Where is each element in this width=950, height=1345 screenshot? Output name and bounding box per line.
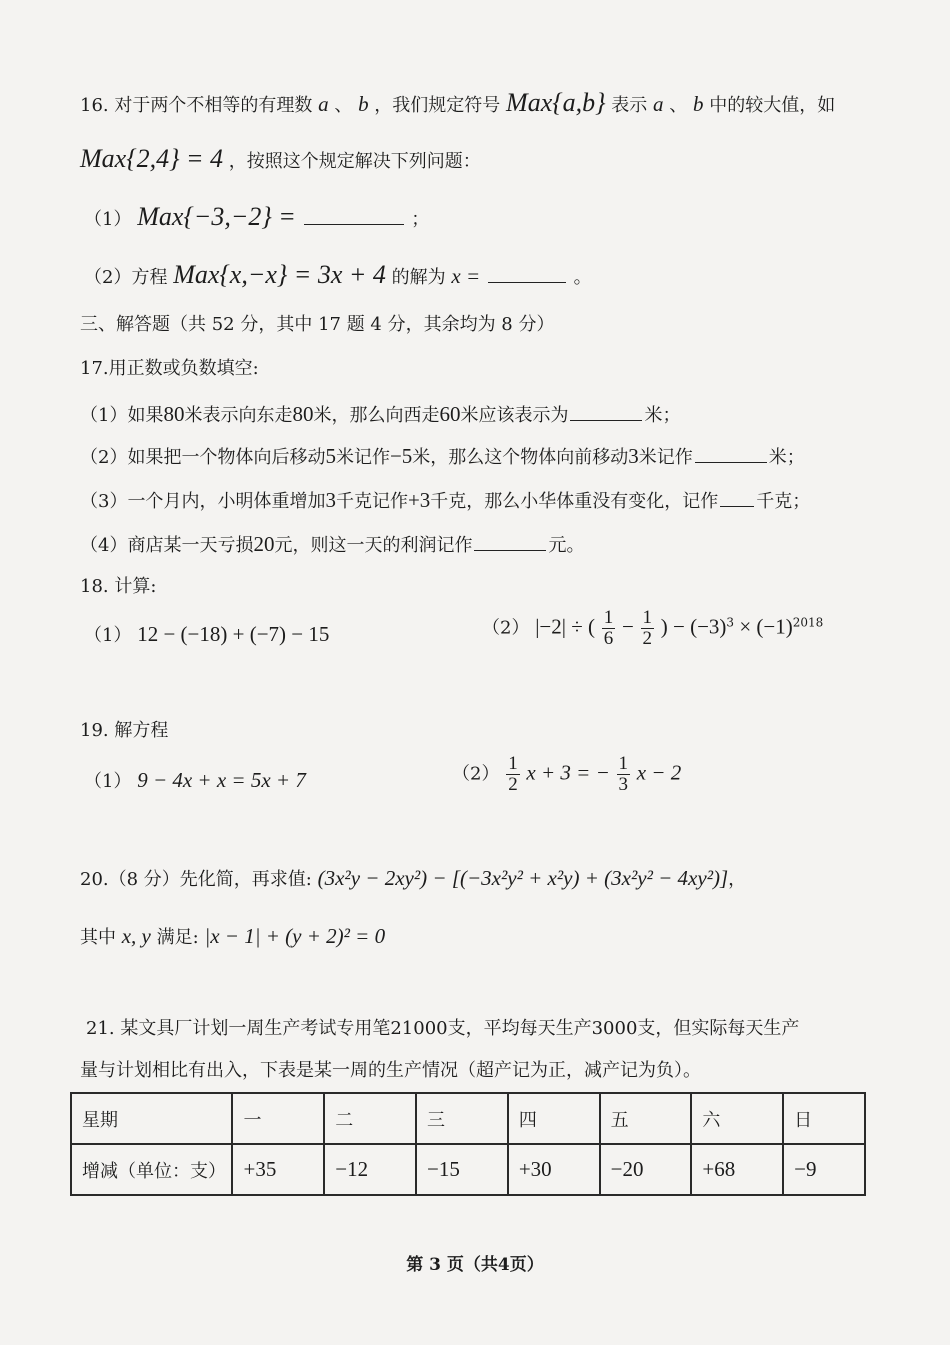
q16-text: 中的较大值，如 xyxy=(709,95,836,116)
table-header-cell: 星期 xyxy=(71,1093,232,1144)
table-header-cell: 四 xyxy=(508,1093,600,1144)
q17-text: 元。 xyxy=(548,535,585,556)
table-cell: −9 xyxy=(783,1144,865,1195)
denominator: 2 xyxy=(508,773,518,795)
q16-text: 表示 xyxy=(611,95,648,116)
q16-text: 的解为 xyxy=(391,267,446,288)
punctuation: ， xyxy=(728,869,747,890)
q17-text: 米记作 xyxy=(335,447,390,468)
q20-text: 满足: xyxy=(156,927,199,948)
number: −5 xyxy=(389,444,413,468)
answer-blank[interactable] xyxy=(488,280,566,283)
part-label: （1） xyxy=(84,625,132,646)
part-label: （1） xyxy=(84,209,132,230)
q17-text: 米应该表示为 xyxy=(460,405,569,426)
max-example: Max{2,4} = 4 xyxy=(80,144,224,173)
math-expression: x + 3 = − xyxy=(526,760,610,785)
q20-text: 其中 xyxy=(80,927,116,948)
q16-text: ，按照这个规定解决下列问题： xyxy=(228,151,481,172)
q17-text: （3）一个月内，小明体重增加 xyxy=(80,491,326,512)
number: +3 xyxy=(407,488,431,512)
q17-text: 米记作 xyxy=(638,447,693,468)
fraction xyxy=(602,608,616,649)
q16-text: 16. 对于两个不相等的有理数 xyxy=(80,95,313,116)
production-table xyxy=(70,1092,866,1196)
part-label: （2） xyxy=(452,763,500,785)
table-cell: +68 xyxy=(691,1144,783,1195)
punctuation: 。 xyxy=(573,267,592,288)
denominator: 3 xyxy=(618,773,628,795)
q16-part2 xyxy=(84,262,592,288)
table-header-row xyxy=(71,1093,865,1144)
exponent: 3 xyxy=(726,615,735,630)
q19-part2 xyxy=(452,754,681,795)
q16-part1 xyxy=(84,204,429,230)
q18-title: 18. 计算: xyxy=(80,576,157,597)
page-footer: 第 3 页（共4页） xyxy=(406,1255,544,1275)
table-header-cell: 五 xyxy=(600,1093,692,1144)
q17-text: 千克记作 xyxy=(335,491,408,512)
q17-text: 米； xyxy=(644,405,681,426)
table-cell: +35 xyxy=(232,1144,324,1195)
var-a: a xyxy=(653,92,664,116)
table-cell: −12 xyxy=(324,1144,416,1195)
q17-title: 17.用正数或负数填空: xyxy=(80,358,259,379)
number: 60 xyxy=(439,402,461,426)
q17-text: （2）如果把一个物体向后移动 xyxy=(80,447,326,468)
math-expression: Max{−3,−2} = xyxy=(137,202,296,231)
var-a: a xyxy=(318,92,329,116)
q18-part1 xyxy=(84,624,329,645)
part-label: （2） xyxy=(482,617,530,639)
table-row-label: 增减（单位：支） xyxy=(71,1144,232,1195)
part-label: （1） xyxy=(84,771,132,792)
numerator: 1 xyxy=(642,607,653,628)
fraction xyxy=(617,754,631,795)
q16-line1 xyxy=(80,90,835,116)
number: 80 xyxy=(163,402,185,426)
numerator: 1 xyxy=(618,753,628,774)
number: 5 xyxy=(325,444,336,468)
math-expression: Max{x,−x} = 3x + 4 xyxy=(173,260,386,289)
answer-blank[interactable] xyxy=(474,548,546,551)
q17-text: 米，那么这个物体向前移动 xyxy=(412,447,629,468)
part-label: （2）方程 xyxy=(84,267,168,288)
number: 3 xyxy=(325,488,336,512)
separator: 、 xyxy=(334,95,353,116)
number: 80 xyxy=(292,402,314,426)
math-variables: x, y xyxy=(121,924,151,948)
q17-part3 xyxy=(80,490,810,511)
operator: − xyxy=(621,614,634,639)
numerator: 1 xyxy=(508,753,518,774)
math-expression: × (−1) xyxy=(734,614,793,639)
answer-blank[interactable] xyxy=(695,460,767,463)
denominator: 2 xyxy=(642,627,653,649)
q19-part1 xyxy=(84,770,306,791)
table-header-cell: 日 xyxy=(783,1093,865,1144)
var-b: b xyxy=(692,92,704,116)
math-expression: 12 − (−18) + (−7) − 15 xyxy=(137,622,330,646)
math-expression: ) − (−3) xyxy=(660,614,727,639)
q16-line2 xyxy=(80,146,481,172)
q17-text: （1）如果 xyxy=(80,405,164,426)
numerator: 1 xyxy=(603,607,614,628)
q17-text: 米； xyxy=(768,447,805,468)
q18-part2 xyxy=(482,608,823,649)
answer-blank[interactable] xyxy=(570,418,642,421)
q17-text: 千克，那么小华体重没有变化，记作 xyxy=(430,491,719,512)
table-row xyxy=(71,1144,865,1195)
q17-text: 元，则这一天的利润记作 xyxy=(274,535,473,556)
section-title: 三、解答题（共 52 分，其中 17 题 4 分，其余均为 8 分） xyxy=(80,314,555,335)
math-expression: 9 − 4x + x = 5x + 7 xyxy=(137,768,306,792)
q17-part2 xyxy=(80,446,805,467)
q17-text: 米，那么向西走 xyxy=(313,405,440,426)
answer-blank[interactable] xyxy=(720,504,754,507)
q20-line1 xyxy=(80,868,746,889)
separator: 、 xyxy=(669,95,688,116)
table-header-cell: 一 xyxy=(232,1093,324,1144)
q20-text: 20.（8 分）先化简，再求值: xyxy=(80,869,312,890)
math-expression: x − 2 xyxy=(636,760,682,785)
table-header-cell: 六 xyxy=(691,1093,783,1144)
q17-part1 xyxy=(80,404,680,425)
fraction xyxy=(506,754,520,795)
q17-text: 千克； xyxy=(756,491,811,512)
q21-line2: 量与计划相比有出入，下表是某一周的生产情况（超产记为正，减产记为负）。 xyxy=(80,1060,701,1081)
math-expression: (3x²y − 2xy²) − [(−3x²y² + x²y) + (3x²y² − 4xy²)] xyxy=(317,866,729,890)
fraction xyxy=(641,608,655,649)
denominator: 6 xyxy=(603,627,614,649)
q19-title: 19. 解方程 xyxy=(80,720,169,741)
q20-line2 xyxy=(80,926,385,947)
answer-blank[interactable] xyxy=(304,222,404,225)
punctuation: ； xyxy=(411,209,430,230)
table-cell: −20 xyxy=(600,1144,692,1195)
table-header-cell: 三 xyxy=(416,1093,508,1144)
math-expression: |x − 1| + (y + 2)² = 0 xyxy=(204,924,386,948)
q16-text: ，我们规定符号 xyxy=(374,95,501,116)
q17-part4 xyxy=(80,534,584,555)
q17-text: （4）商店某一天亏损 xyxy=(80,535,254,556)
math-expression: |−2| ÷ ( xyxy=(535,614,595,639)
table-cell: +30 xyxy=(508,1144,600,1195)
q21-line1: 21. 某文具厂计划一周生产考试专用笔21000支，平均每天生产3000支，但实际每天生产 xyxy=(86,1018,800,1039)
var-b: b xyxy=(358,92,369,116)
var-x: x = xyxy=(451,264,481,288)
max-symbol: Max{a,b} xyxy=(506,88,606,117)
q17-text: 米表示向东走 xyxy=(184,405,293,426)
exponent: 2018 xyxy=(792,615,824,630)
table-header-cell: 二 xyxy=(324,1093,416,1144)
number: 20 xyxy=(253,532,275,556)
number: 3 xyxy=(628,444,639,468)
table-cell: −15 xyxy=(416,1144,508,1195)
